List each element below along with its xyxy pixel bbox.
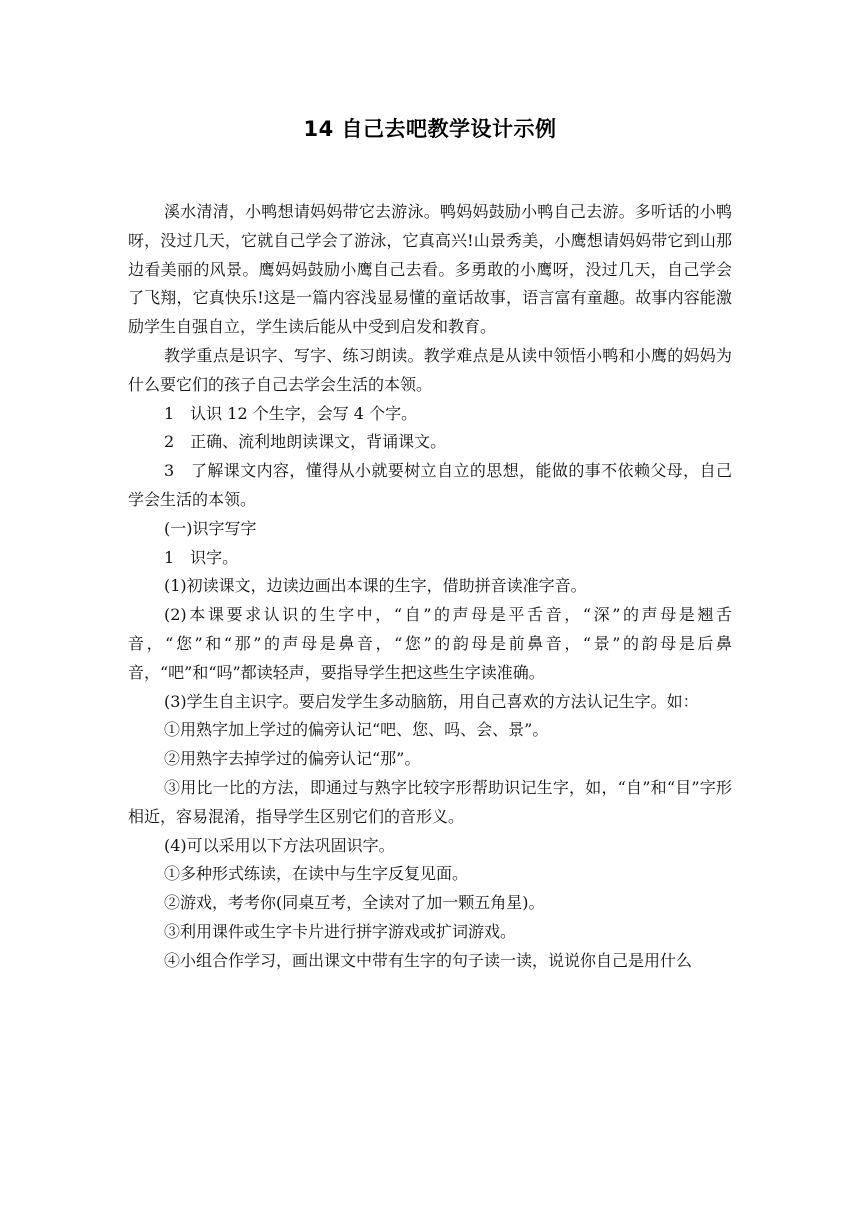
paragraph-intro: 溪水清清，小鸭想请妈妈带它去游泳。鸭妈妈鼓励小鸭自己去游。多听话的小鸭呀，没过几天，它就自己学会了游泳，它真高兴!山景秀美，小鹰想请妈妈带它到山那边看美丽的风景。鹰妈妈鼓励小鹰自己去看。多勇敢的小鹰呀，没过几天，自己学会了飞翔，它真快乐!这是一篇内容浅显易懂的童话故事，语言富有童趣。故事内容能激励学生自强自立，学生读后能从中受到启发和教育。	[128, 202, 732, 337]
practice-3: ③利用课件或生字卡片进行拼字游戏或扩词游戏。	[164, 921, 517, 941]
goal-1: 1 认识 12 个生字，会写 4 个字。	[164, 403, 418, 423]
step-4: (4)可以采用以下方法巩固识字。	[164, 835, 395, 855]
practice-2: ②游戏，考考你(同桌互考，全读对了加一颗五角星)。	[164, 893, 545, 913]
goal-3: 3 了解课文内容，懂得从小就要树立自立的思想，能做的事不依赖父母，自己学会生活的本领。	[128, 461, 732, 509]
subsection-heading: 1 识字。	[164, 547, 239, 567]
step-2: (2)本课要求认识的生字中，“自”的声母是平舌音，“深”的声母是翘舌音，“您”和“那”的声母是鼻音，“您”的韵母是前鼻音，“景”的韵母是后鼻音，“吧”和“吗”都读轻声，要指导学生把这些生字读准确。	[128, 605, 732, 682]
section-heading: (一)识字写字	[164, 518, 257, 538]
document-body	[128, 198, 732, 976]
method-1: ①用熟字加上学过的偏旁认记“吧、您、吗、会、景”。	[164, 720, 549, 740]
paragraph-key-points: 教学重点是识字、写字、练习朗读。教学难点是从读中领悟小鸭和小鹰的妈妈为什么要它们的孩子自己去学会生活的本领。	[128, 345, 732, 394]
practice-4: ④小组合作学习，画出课文中带有生字的句子读一读，说说你自己是用什么	[164, 950, 693, 970]
practice-1: ①多种形式练读，在读中与生字反复见面。	[164, 864, 469, 884]
method-2: ②用熟字去掉学过的偏旁认记“那”。	[164, 749, 421, 769]
method-3: ③用比一比的方法，即通过与熟字比较字形帮助识记生字，如，“自”和“目”字形相近，容易混淆，指导学生区别它们的音形义。	[128, 777, 732, 826]
step-3: (3)学生自主识字。要启发学生多动脑筋，用自己喜欢的方法认记生字。如：	[164, 691, 699, 711]
goal-2: 2 正确、流利地朗读课文，背诵课文。	[164, 432, 447, 452]
document-title: 14 自己去吧教学设计示例	[303, 117, 557, 141]
step-1: (1)初读课文，边读边画出本课的生字，借助拼音读准字音。	[164, 576, 587, 596]
